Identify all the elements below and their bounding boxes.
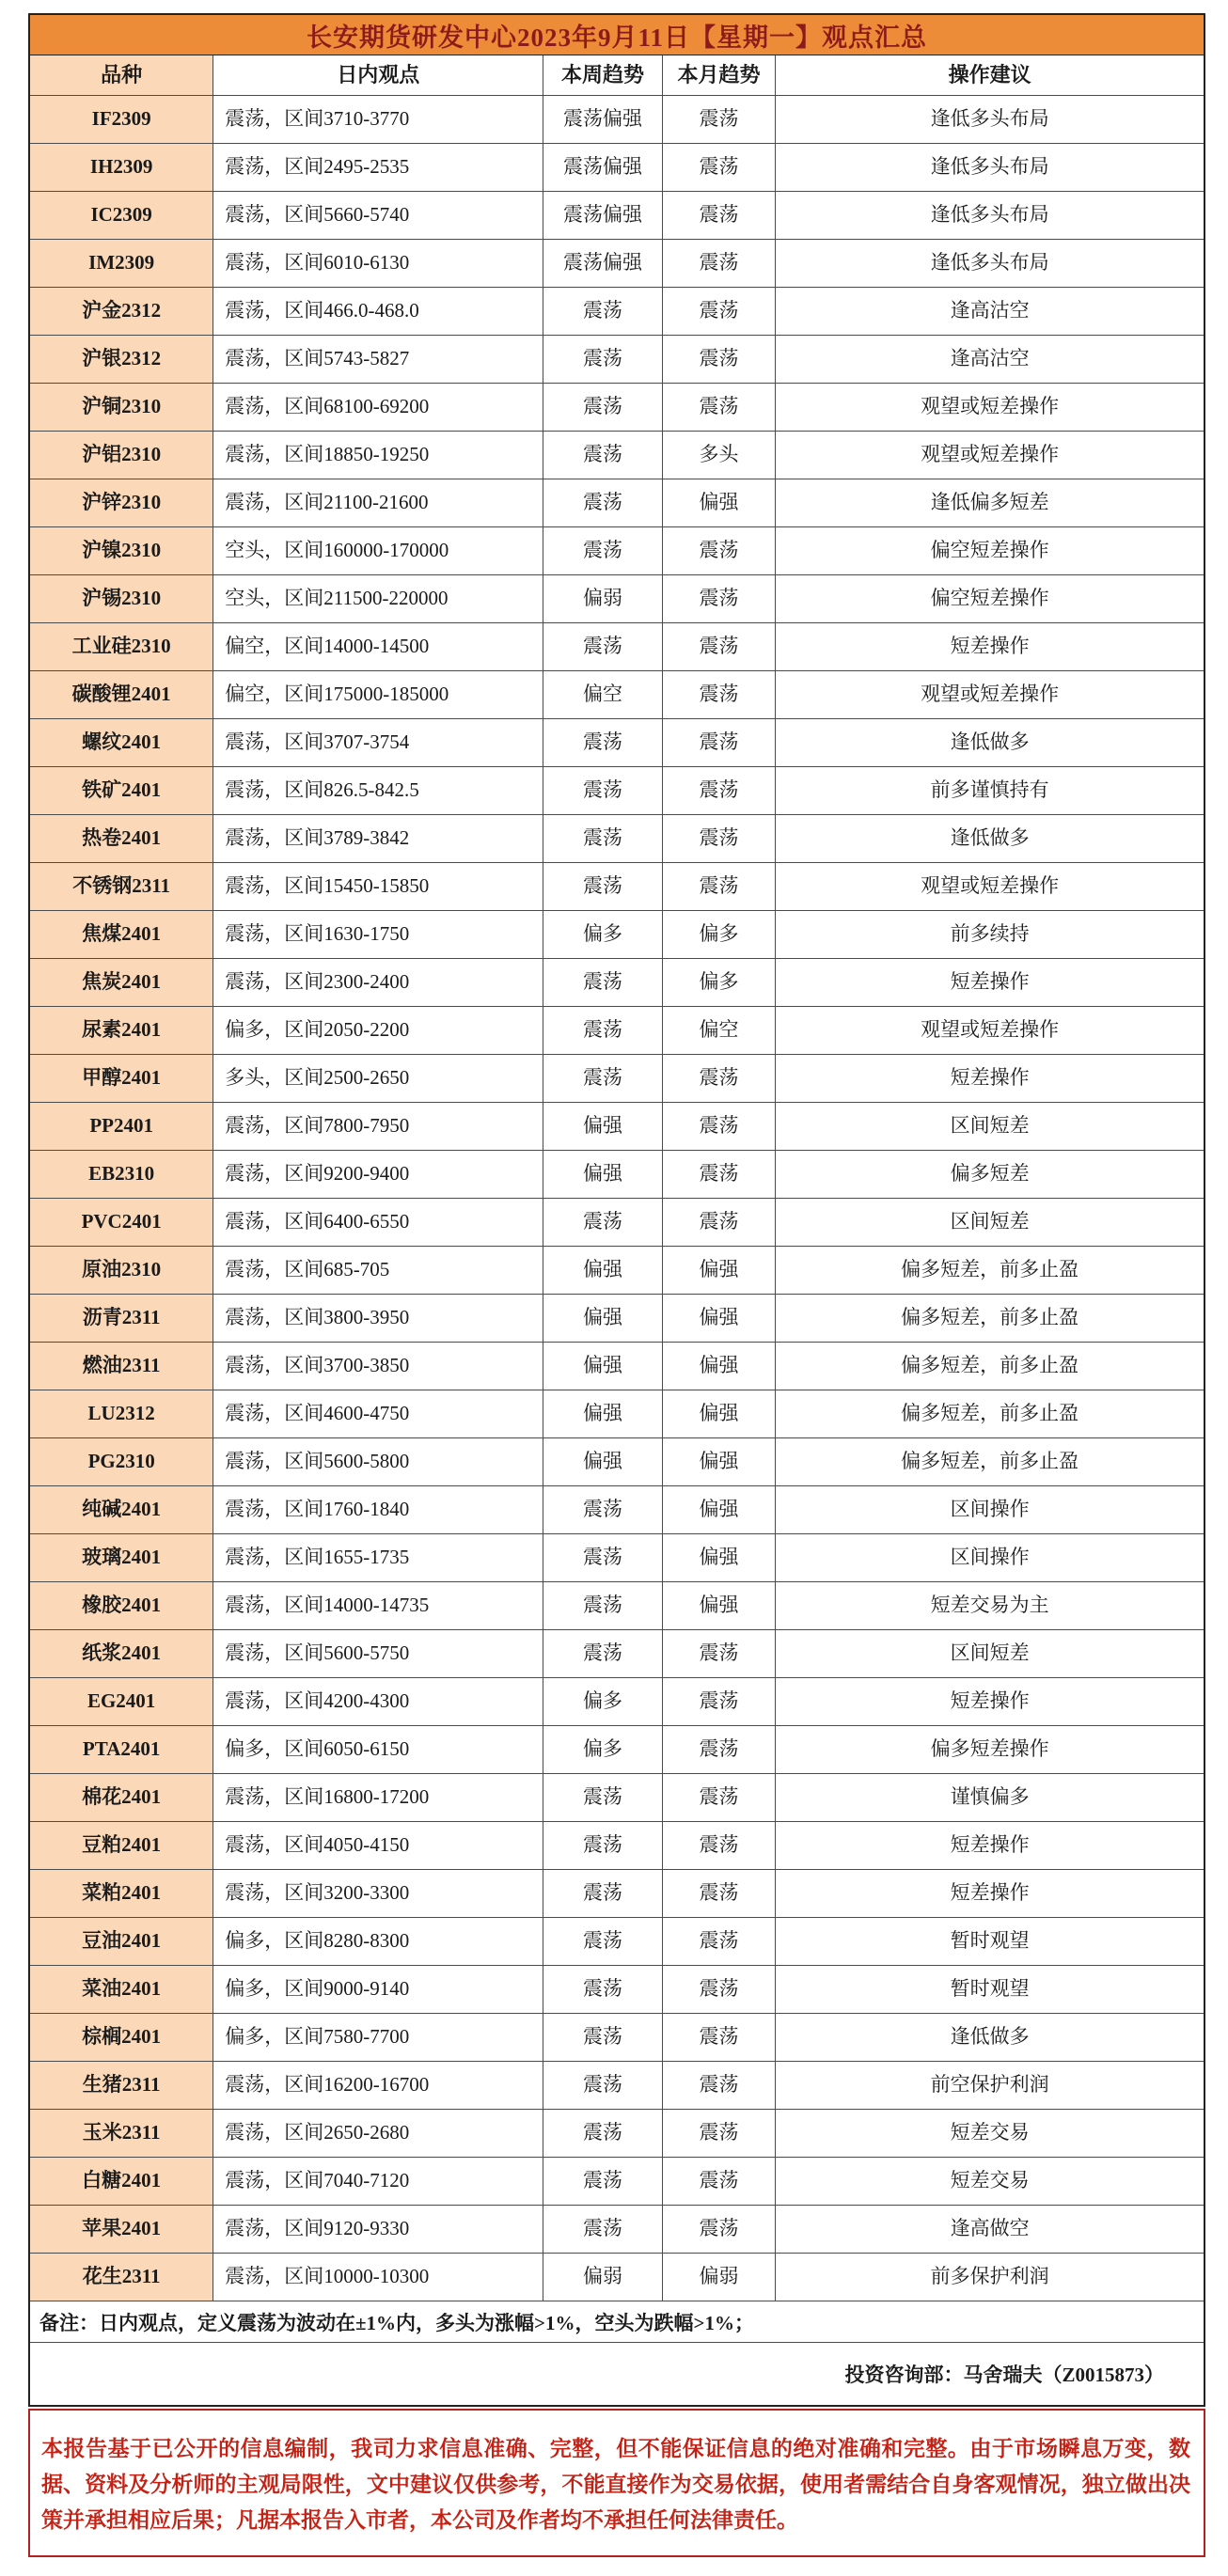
cell-month-trend: 震荡 (663, 1966, 777, 2013)
cell-week-trend: 震荡 (543, 1486, 663, 1533)
cell-variety: 纯碱2401 (30, 1486, 213, 1533)
table-row (30, 1390, 1204, 1438)
cell-variety: 沪金2312 (30, 288, 213, 335)
table-row (30, 2110, 1204, 2158)
cell-suggestion: 短差操作 (950, 1881, 1030, 1905)
cell-month-trend: 震荡 (663, 2206, 777, 2253)
cell-intraday-view: 震荡，区间2495-2535 (213, 144, 543, 191)
cell-month-trend: 震荡 (663, 240, 777, 287)
cell-intraday-view: 震荡，区间3710-3770 (213, 96, 543, 143)
column-header-month-trend: 本月趋势 (663, 55, 777, 95)
table-row (30, 1295, 1204, 1343)
cell-week-trend: 偏强 (543, 1295, 663, 1342)
cell-intraday-view: 震荡，区间3800-3950 (213, 1295, 543, 1342)
cell-intraday-view: 震荡，区间5660-5740 (213, 192, 543, 239)
cell-month-trend: 震荡 (663, 1630, 777, 1677)
cell-variety: PTA2401 (30, 1726, 213, 1773)
cell-suggestion: 谨慎偏多 (950, 1785, 1030, 1809)
cell-month-trend: 震荡 (663, 2062, 777, 2109)
cell-week-trend: 震荡偏强 (543, 240, 663, 287)
cell-month-trend: 震荡 (663, 1870, 777, 1917)
disclaimer: 本报告基于已公开的信息编制，我司力求信息准确、完整，但不能保证信息的绝对准确和完整。由于市场瞬息万变，数据、资料及分析师的主观局限性，文中建议仅供参考，不能直接作为交易依据，使用者需结合自身客观情况，独立做出决策并承担相应后果；凡据本报告入市者，本公司及作者均不承担任何法律责任。 (28, 2409, 1205, 2557)
table-row (30, 1774, 1204, 1822)
cell-intraday-view: 震荡，区间9200-9400 (213, 1151, 543, 1198)
table-row (30, 575, 1204, 623)
cell-variety: 白糖2401 (30, 2158, 213, 2205)
cell-intraday-view: 震荡，区间5743-5827 (213, 336, 543, 383)
cell-month-trend: 震荡 (663, 1918, 777, 1965)
cell-month-trend: 偏多 (663, 911, 777, 958)
cell-suggestion: 区间短差 (950, 1641, 1030, 1665)
table-row (30, 1870, 1204, 1918)
cell-variety: 菜粕2401 (30, 1870, 213, 1917)
cell-variety: 工业硅2310 (30, 623, 213, 670)
table-row (30, 288, 1204, 336)
table-row (30, 1678, 1204, 1726)
table-row (30, 1486, 1204, 1534)
cell-intraday-view: 偏多，区间7580-7700 (213, 2014, 543, 2061)
cell-suggestion: 逢高沽空 (950, 299, 1030, 322)
cell-month-trend: 震荡 (663, 863, 777, 910)
cell-month-trend: 震荡 (663, 96, 777, 143)
viewpoint-summary-table (28, 13, 1205, 2407)
table-row (30, 2206, 1204, 2254)
cell-week-trend: 震荡 (543, 479, 663, 526)
cell-variety: 燃油2311 (30, 1343, 213, 1390)
cell-intraday-view: 空头，区间211500-220000 (213, 575, 543, 622)
cell-variety: 橡胶2401 (30, 1582, 213, 1629)
table-row (30, 767, 1204, 815)
table-row (30, 1055, 1204, 1103)
cell-intraday-view: 震荡，区间68100-69200 (213, 384, 543, 431)
cell-intraday-view: 偏多，区间8280-8300 (213, 1918, 543, 1965)
table-row (30, 144, 1204, 192)
cell-month-trend: 震荡 (663, 2014, 777, 2061)
cell-suggestion: 区间短差 (950, 1114, 1030, 1138)
column-header-intraday-view: 日内观点 (213, 55, 543, 95)
table-row (30, 1007, 1204, 1055)
cell-week-trend: 震荡 (543, 336, 663, 383)
cell-variety: 焦煤2401 (30, 911, 213, 958)
cell-week-trend: 震荡 (543, 1966, 663, 2013)
table-row (30, 719, 1204, 767)
cell-intraday-view: 震荡，区间1630-1750 (213, 911, 543, 958)
cell-week-trend: 震荡 (543, 863, 663, 910)
cell-intraday-view: 偏空，区间14000-14500 (213, 623, 543, 670)
cell-intraday-view: 震荡，区间21100-21600 (213, 479, 543, 526)
cell-month-trend: 震荡 (663, 288, 777, 335)
cell-intraday-view: 震荡，区间2300-2400 (213, 959, 543, 1006)
cell-intraday-view: 空头，区间160000-170000 (213, 527, 543, 574)
cell-suggestion: 短差交易 (950, 2121, 1030, 2144)
table-row (30, 240, 1204, 288)
cell-intraday-view: 震荡，区间826.5-842.5 (213, 767, 543, 814)
cell-variety: 沪铝2310 (30, 432, 213, 479)
cell-suggestion: 逢低做多 (950, 730, 1030, 754)
cell-suggestion: 逢低做多 (950, 2025, 1030, 2049)
cell-intraday-view: 震荡，区间6010-6130 (213, 240, 543, 287)
cell-month-trend: 震荡 (663, 1055, 777, 1102)
table-row (30, 1534, 1204, 1582)
cell-intraday-view: 震荡，区间3707-3754 (213, 719, 543, 766)
cell-intraday-view: 多头，区间2500-2650 (213, 1055, 543, 1102)
cell-variety: PP2401 (30, 1103, 213, 1150)
table-row (30, 479, 1204, 527)
cell-week-trend: 震荡 (543, 1199, 663, 1246)
cell-month-trend: 震荡 (663, 1199, 777, 1246)
cell-month-trend: 震荡 (663, 719, 777, 766)
cell-month-trend: 震荡 (663, 1822, 777, 1869)
cell-suggestion: 观望或短差操作 (921, 395, 1060, 418)
cell-week-trend: 震荡 (543, 1630, 663, 1677)
cell-variety: 棉花2401 (30, 1774, 213, 1821)
cell-suggestion: 逢高做空 (950, 2217, 1030, 2240)
cell-suggestion: 逢低多头布局 (930, 155, 1049, 179)
cell-intraday-view: 震荡，区间5600-5800 (213, 1438, 543, 1485)
table-row (30, 192, 1204, 240)
cell-variety: 纸浆2401 (30, 1630, 213, 1677)
cell-variety: 沪镍2310 (30, 527, 213, 574)
cell-suggestion: 区间操作 (950, 1498, 1030, 1521)
cell-month-trend: 震荡 (663, 2110, 777, 2157)
cell-variety: 不锈钢2311 (30, 863, 213, 910)
cell-intraday-view: 震荡，区间7800-7950 (213, 1103, 543, 1150)
cell-variety: 焦炭2401 (30, 959, 213, 1006)
cell-suggestion: 暂时观望 (950, 1977, 1030, 2001)
table-row (30, 623, 1204, 671)
cell-month-trend: 多头 (663, 432, 777, 479)
cell-variety: 沪锡2310 (30, 575, 213, 622)
cell-intraday-view: 偏多，区间9000-9140 (213, 1966, 543, 2013)
cell-intraday-view: 震荡，区间685-705 (213, 1247, 543, 1294)
column-header-suggestion: 操作建议 (948, 62, 1031, 86)
cell-suggestion: 逢低多头布局 (930, 251, 1049, 275)
cell-month-trend: 偏强 (663, 1343, 777, 1390)
cell-month-trend: 震荡 (663, 1103, 777, 1150)
cell-suggestion: 逢低多头布局 (930, 203, 1049, 227)
table-row (30, 96, 1204, 144)
cell-variety: 玉米2311 (30, 2110, 213, 2157)
table-row (30, 1438, 1204, 1486)
cell-variety: 豆粕2401 (30, 1822, 213, 1869)
cell-intraday-view: 震荡，区间18850-19250 (213, 432, 543, 479)
cell-suggestion: 观望或短差操作 (921, 1018, 1060, 1042)
cell-suggestion: 短差操作 (950, 1833, 1030, 1857)
cell-month-trend: 偏强 (663, 1534, 777, 1581)
cell-intraday-view: 震荡，区间2650-2680 (213, 2110, 543, 2157)
table-row (30, 1582, 1204, 1630)
cell-variety: 铁矿2401 (30, 767, 213, 814)
cell-intraday-view: 震荡，区间4050-4150 (213, 1822, 543, 1869)
cell-variety: 苹果2401 (30, 2206, 213, 2253)
cell-suggestion: 短差操作 (950, 1689, 1030, 1713)
cell-month-trend: 震荡 (663, 671, 777, 718)
cell-variety: IM2309 (30, 240, 213, 287)
table-row (30, 815, 1204, 863)
cell-intraday-view: 震荡，区间1760-1840 (213, 1486, 543, 1533)
cell-variety: EB2310 (30, 1151, 213, 1198)
cell-variety: PG2310 (30, 1438, 213, 1485)
table-row (30, 1966, 1204, 2014)
cell-week-trend: 偏多 (543, 911, 663, 958)
cell-intraday-view: 震荡，区间1655-1735 (213, 1534, 543, 1581)
cell-week-trend: 偏强 (543, 1438, 663, 1485)
cell-variety: 菜油2401 (30, 1966, 213, 2013)
cell-suggestion: 偏空短差操作 (930, 539, 1049, 562)
cell-suggestion: 偏空短差操作 (930, 587, 1049, 610)
cell-intraday-view: 震荡，区间16200-16700 (213, 2062, 543, 2109)
cell-week-trend: 震荡 (543, 288, 663, 335)
cell-month-trend: 偏弱 (663, 2254, 777, 2301)
cell-intraday-view: 偏多，区间6050-6150 (213, 1726, 543, 1773)
cell-intraday-view: 震荡，区间3700-3850 (213, 1343, 543, 1390)
cell-week-trend: 震荡 (543, 2014, 663, 2061)
cell-variety: IF2309 (30, 96, 213, 143)
cell-month-trend: 震荡 (663, 815, 777, 862)
cell-week-trend: 偏多 (543, 1726, 663, 1773)
cell-week-trend: 震荡 (543, 2062, 663, 2109)
cell-suggestion: 短差交易 (950, 2169, 1030, 2192)
cell-month-trend: 震荡 (663, 144, 777, 191)
cell-intraday-view: 震荡，区间14000-14735 (213, 1582, 543, 1629)
cell-suggestion: 区间操作 (950, 1546, 1030, 1569)
table-row (30, 432, 1204, 479)
table-row (30, 1247, 1204, 1295)
cell-week-trend: 偏弱 (543, 2254, 663, 2301)
cell-suggestion: 短差操作 (950, 1066, 1030, 1090)
cell-suggestion: 逢低多头布局 (930, 107, 1049, 131)
table-row (30, 1103, 1204, 1151)
cell-intraday-view: 震荡，区间4200-4300 (213, 1678, 543, 1725)
cell-week-trend: 震荡偏强 (543, 144, 663, 191)
note-row: 备注：日内观点，定义震荡为波动在±1%内，多头为涨幅>1%，空头为跌幅>1%； (30, 2301, 1204, 2343)
cell-month-trend: 震荡 (663, 384, 777, 431)
cell-variety: 沥青2311 (30, 1295, 213, 1342)
cell-month-trend: 偏强 (663, 1295, 777, 1342)
cell-variety: 玻璃2401 (30, 1534, 213, 1581)
cell-intraday-view: 震荡，区间16800-17200 (213, 1774, 543, 1821)
cell-month-trend: 震荡 (663, 192, 777, 239)
cell-week-trend: 震荡 (543, 384, 663, 431)
cell-suggestion: 偏多短差，前多止盈 (901, 1402, 1079, 1425)
cell-suggestion: 观望或短差操作 (921, 874, 1060, 898)
cell-variety: 沪银2312 (30, 336, 213, 383)
table-row (30, 1151, 1204, 1199)
table-row (30, 1343, 1204, 1390)
cell-intraday-view: 震荡，区间9120-9330 (213, 2206, 543, 2253)
cell-intraday-view: 偏空，区间175000-185000 (213, 671, 543, 718)
cell-month-trend: 震荡 (663, 2158, 777, 2205)
cell-week-trend: 偏强 (543, 1247, 663, 1294)
cell-week-trend: 震荡 (543, 1822, 663, 1869)
cell-week-trend: 震荡 (543, 1055, 663, 1102)
cell-month-trend: 偏强 (663, 1247, 777, 1294)
cell-month-trend: 偏强 (663, 1582, 777, 1629)
cell-intraday-view: 震荡，区间3200-3300 (213, 1870, 543, 1917)
cell-week-trend: 震荡偏强 (543, 192, 663, 239)
column-header-variety: 品种 (30, 55, 213, 95)
table-row (30, 2014, 1204, 2062)
cell-variety: 棕榈2401 (30, 2014, 213, 2061)
cell-variety: PVC2401 (30, 1199, 213, 1246)
cell-week-trend: 震荡 (543, 959, 663, 1006)
cell-month-trend: 偏空 (663, 1007, 777, 1054)
cell-month-trend: 震荡 (663, 1726, 777, 1773)
cell-month-trend: 震荡 (663, 1151, 777, 1198)
table-row (30, 911, 1204, 959)
cell-week-trend: 震荡 (543, 1870, 663, 1917)
cell-week-trend: 震荡 (543, 2206, 663, 2253)
cell-suggestion: 前多谨慎持有 (930, 778, 1049, 802)
cell-month-trend: 震荡 (663, 527, 777, 574)
cell-suggestion: 前多续持 (950, 922, 1030, 946)
cell-week-trend: 偏强 (543, 1343, 663, 1390)
cell-week-trend: 震荡 (543, 527, 663, 574)
cell-intraday-view: 震荡，区间10000-10300 (213, 2254, 543, 2301)
cell-month-trend: 偏多 (663, 959, 777, 1006)
cell-variety: 沪铜2310 (30, 384, 213, 431)
table-row (30, 959, 1204, 1007)
cell-month-trend: 偏强 (663, 479, 777, 526)
table-row (30, 1630, 1204, 1678)
cell-suggestion: 偏多短差，前多止盈 (901, 1306, 1079, 1329)
table-row (30, 1726, 1204, 1774)
cell-intraday-view: 震荡，区间3789-3842 (213, 815, 543, 862)
cell-month-trend: 震荡 (663, 1678, 777, 1725)
cell-intraday-view: 震荡，区间7040-7120 (213, 2158, 543, 2205)
cell-variety: LU2312 (30, 1390, 213, 1437)
cell-week-trend: 震荡 (543, 2158, 663, 2205)
cell-week-trend: 震荡 (543, 2110, 663, 2157)
table-row (30, 1822, 1204, 1870)
cell-intraday-view: 震荡，区间5600-5750 (213, 1630, 543, 1677)
table-row (30, 527, 1204, 575)
cell-month-trend: 偏强 (663, 1390, 777, 1437)
table-row (30, 1199, 1204, 1247)
cell-week-trend: 偏强 (543, 1151, 663, 1198)
cell-week-trend: 震荡偏强 (543, 96, 663, 143)
cell-suggestion: 短差操作 (950, 970, 1030, 994)
cell-month-trend: 偏强 (663, 1438, 777, 1485)
table-row (30, 863, 1204, 911)
cell-week-trend: 震荡 (543, 815, 663, 862)
cell-week-trend: 震荡 (543, 623, 663, 670)
cell-month-trend: 震荡 (663, 1774, 777, 1821)
cell-week-trend: 偏强 (543, 1390, 663, 1437)
cell-suggestion: 偏多短差，前多止盈 (901, 1258, 1079, 1281)
cell-suggestion: 观望或短差操作 (921, 443, 1060, 466)
cell-suggestion: 偏多短差操作 (930, 1737, 1049, 1761)
table-row (30, 2254, 1204, 2301)
cell-variety: EG2401 (30, 1678, 213, 1725)
cell-month-trend: 震荡 (663, 767, 777, 814)
cell-intraday-view: 偏多，区间2050-2200 (213, 1007, 543, 1054)
cell-intraday-view: 震荡，区间4600-4750 (213, 1390, 543, 1437)
cell-variety: 螺纹2401 (30, 719, 213, 766)
cell-week-trend: 偏空 (543, 671, 663, 718)
cell-suggestion: 逢低偏多短差 (930, 491, 1049, 514)
cell-variety: IC2309 (30, 192, 213, 239)
cell-week-trend: 震荡 (543, 1918, 663, 1965)
cell-suggestion: 短差交易为主 (930, 1594, 1049, 1617)
cell-intraday-view: 震荡，区间466.0-468.0 (213, 288, 543, 335)
cell-suggestion: 前多保护利润 (930, 2265, 1049, 2288)
cell-suggestion: 暂时观望 (950, 1929, 1030, 1953)
table-row (30, 2158, 1204, 2206)
cell-variety: 沪锌2310 (30, 479, 213, 526)
cell-intraday-view: 震荡，区间15450-15850 (213, 863, 543, 910)
table-header-row (30, 55, 1204, 96)
cell-suggestion: 偏多短差 (950, 1162, 1030, 1186)
cell-week-trend: 震荡 (543, 767, 663, 814)
cell-suggestion: 逢高沽空 (950, 347, 1030, 370)
table-row (30, 671, 1204, 719)
cell-week-trend: 震荡 (543, 1007, 663, 1054)
cell-variety: 热卷2401 (30, 815, 213, 862)
cell-week-trend: 偏弱 (543, 575, 663, 622)
cell-variety: 豆油2401 (30, 1918, 213, 1965)
cell-month-trend: 震荡 (663, 623, 777, 670)
cell-week-trend: 震荡 (543, 1534, 663, 1581)
table-row (30, 2062, 1204, 2110)
table-row (30, 1918, 1204, 1966)
cell-suggestion: 前空保护利润 (930, 2073, 1049, 2097)
cell-variety: 生猪2311 (30, 2062, 213, 2109)
signature-row: 投资咨询部：马舍瑞夫（Z0015873） (844, 2364, 1164, 2386)
cell-variety: 碳酸锂2401 (30, 671, 213, 718)
cell-month-trend: 偏强 (663, 1486, 777, 1533)
table-row (30, 384, 1204, 432)
cell-suggestion: 区间短差 (950, 1210, 1030, 1233)
cell-week-trend: 偏强 (543, 1103, 663, 1150)
cell-week-trend: 震荡 (543, 1582, 663, 1629)
cell-week-trend: 偏多 (543, 1678, 663, 1725)
table-row (30, 336, 1204, 384)
cell-intraday-view: 震荡，区间6400-6550 (213, 1199, 543, 1246)
cell-variety: 花生2311 (30, 2254, 213, 2301)
cell-suggestion: 逢低做多 (950, 826, 1030, 850)
cell-variety: IH2309 (30, 144, 213, 191)
report-title: 长安期货研发中心2023年9月11日【星期一】观点汇总 (30, 15, 1204, 55)
cell-week-trend: 震荡 (543, 432, 663, 479)
cell-variety: 原油2310 (30, 1247, 213, 1294)
cell-variety: 甲醇2401 (30, 1055, 213, 1102)
cell-variety: 尿素2401 (30, 1007, 213, 1054)
column-header-week-trend: 本周趋势 (543, 55, 663, 95)
cell-week-trend: 震荡 (543, 1774, 663, 1821)
cell-week-trend: 震荡 (543, 719, 663, 766)
cell-suggestion: 偏多短差，前多止盈 (901, 1450, 1079, 1473)
cell-suggestion: 短差操作 (950, 635, 1030, 658)
cell-month-trend: 震荡 (663, 336, 777, 383)
cell-suggestion: 观望或短差操作 (921, 683, 1060, 706)
table-body (30, 96, 1204, 2301)
cell-suggestion: 偏多短差，前多止盈 (901, 1354, 1079, 1377)
cell-month-trend: 震荡 (663, 575, 777, 622)
